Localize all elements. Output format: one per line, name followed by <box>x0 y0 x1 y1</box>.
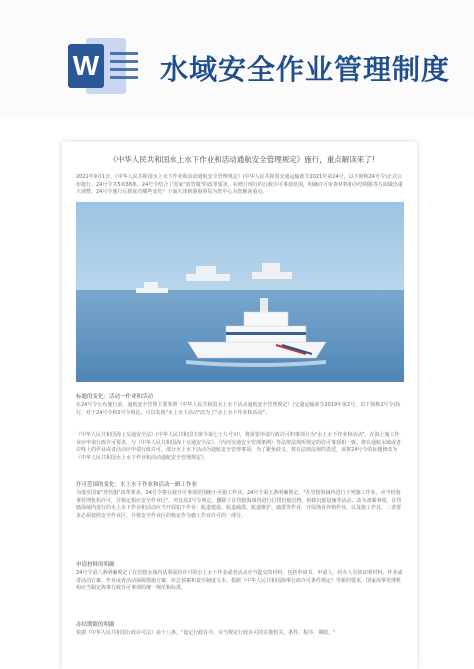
section-body-scope-change: 为落实国家"放管服"改革要求，24号令将行政许可事项范围缩小至施工作业。24号令第五条明确规定，"在管辖海域内进行下列施工作业，应当经海事管理机构许可，并核定相应安全作业区"。对比原2号令规定，删除了在管辖海域内进行打捞沉船沉物、拆除沉船设施等活动，改为备案事项。在管辖海域内进行的水上水下作业和活动应当开展如下作业：航道建设、航道疏浚、航道维护、疏浚等作业，开展渔业养殖作业，以及施工作业。二者要求必须按照安全作业区，并将安全作业区的核定作为施工作业许可的一部分。 <box>76 490 402 519</box>
section-body-deadline: 依据《中华人民共和国行政许可法》第十八条，"设定行政许可，应当规定行政许可的实施机关、条件、程序、期限。" <box>76 630 336 636</box>
ship-photo <box>76 202 404 382</box>
section-heading-deadline: 办结期限的明确 <box>76 622 115 628</box>
section-heading-materials: 申请材料的明确 <box>76 562 115 568</box>
section-body-title-change: 在24号令公布施行前，通航安全管理主要参照《中华人民共和国水上水下活动通航安全管理规定》(交通运输部令2019年第2号，以下简称2号令)执行，对于24号令和2号令相比，可以发现"水上水下活动"改为了"水上水下作业和活动"。 <box>76 402 401 416</box>
section-body-materials: 24号令第八条明确规定了在管辖水域内从事需经许可的水上水下作业或者活动应当提交的材料，包括申请书、申请人、经办人有效证明材料、作业或者活动方案、作业或者活动保障措施方案，应急预案和责任制度文本。根据《中华人民共和国海事行政许可条件规定》等新的要求，国家海事管理机构应当制定海事行政许可事项的统一规范和标准。 <box>76 570 403 592</box>
section-heading-scope-change: 许可范围的变化：水上水下作业和活动一路工作业 <box>76 482 198 488</box>
document-title: 《中华人民共和国水上水下作业和活动通航安全管理规定》施行，重点解读来了! <box>109 155 375 164</box>
section-heading-title-change: 标题的变化：活动一作业和活动 <box>76 394 154 400</box>
document-preview <box>62 142 417 669</box>
page-title: 水域安全作业管理制度 <box>160 53 451 86</box>
word-document-icon <box>68 38 126 94</box>
document-intro: 2021年9月1日，《中华人民共和国水上水下作业和活动通航安全管理规定》(中华人民共和国交通运输部令2021年第24号，以下简称24号令)正式公布施行。24号令共5章38条。24号令结合了国家"放管服"的改革要求，在修订现行的行政许可事项范围，明确许可审查材料和办结期限等方面做出重大调整。24号令施行后到底有哪些变化？下面天津新港海事局为您中心为您解读重点。 <box>76 174 403 196</box>
word-icon-badge: W <box>68 44 104 88</box>
section-body-maritime-law: 《中华人民共和国海上交通安全法》(中华人民共和国主席令第七十九号)中，将需要申请行政许可的事项分为"水上水下作业和活动"。在海上施工作业应申请行政许可要求，与《中华人民共和国海上交通安全法》、《内河交通安全管理条例》等法律法规所规定的许可事项相一致。将在通航水域或者岸线上的作业或者活动应申请行政许可，部分水上水下活动为通航安全管理事项，为了避免歧义，将在法律法规的表述，该将24号令的标题修改为《中华人民共和国水上水下作业和活动通航安全管理规定》。 <box>76 432 402 461</box>
banner <box>0 0 474 118</box>
